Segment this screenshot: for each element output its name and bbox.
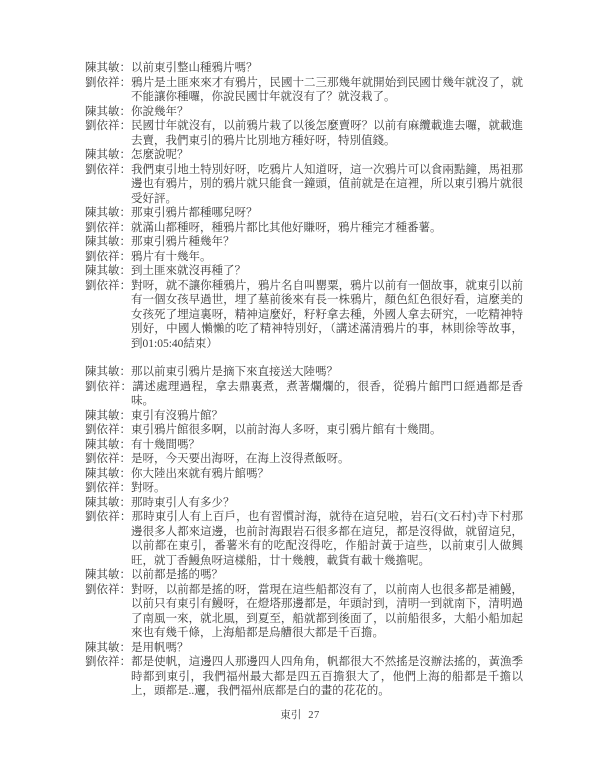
transcript-utterance [85,119,523,148]
utterance-text: 那東引鴉片都種哪兒呀？ [131,207,258,219]
transcript-utterance [85,61,523,76]
transcript-utterance [85,380,523,409]
utterance-text: 那時東引人有上百戶，也有習慣討海，就待在這兒啦，岩石(文石村)寺下村那邊很多人都來這邊，也前討海跟岩石很多都在這兒，都是沒得做，就留這兒，以前都在東引，番薯米有的吃配沒得吃，作船討黃于這些，以前東引人做興旺，就丁香鰻魚呀這樣船，廿十幾艘，載貨有載十幾擔呢。 [131,511,524,567]
utterance-text: 到土匪來就沒再種了？ [131,265,246,277]
speaker-name: 陳其敏： [85,467,131,480]
utterance-text: 講述處理過程，拿去鼎裏煮，煮著爛爛的，很香，從鴉片館門口經過都是香味。 [131,380,523,407]
utterance-text: 那時東引人有多少？ [131,496,235,509]
utterance-text: 東引鴉片館很多啊，以前討海人多呀，東引鴉片館有十幾間。 [131,424,442,436]
speaker-name: 劉依祥： [85,250,131,263]
transcript-utterance [85,235,523,250]
speaker-name: 陳其敏： [85,207,131,219]
transcript-utterance [85,105,523,120]
speaker-name: 陳其敏： [85,569,131,581]
transcript-utterance [85,496,523,511]
transcript-utterance [85,264,523,279]
utterance-text: 鴉片是土匪來來才有鴉片，民國十二三那幾年就開始到民國廿幾年就沒了，就不能讓你種囉，你說民國廿年就沒有了？就沒栽了。 [131,76,523,103]
speaker-name: 劉依祥： [85,583,132,596]
transcript-utterance [85,510,523,568]
utterance-text: 怎麼說呢？ [131,149,189,161]
speaker-name: 陳其敏： [85,366,131,378]
transcript-utterance [85,163,523,207]
speaker-name: 陳其敏： [85,438,131,451]
transcript-utterance [85,655,523,699]
utterance-text: 以前東引整山種鴉片嗎？ [131,62,258,74]
transcript-utterance [85,76,523,105]
transcript-utterance [85,250,523,265]
utterance-text: 你說幾年？ [131,105,189,118]
utterance-text: 民國廿年就沒有，以前鴉片栽了以後怎麼賣呀？以前有麻纜載進去囉，就載進去賣，我們東引的鴉片比別地方種好呀，特別值錢。 [131,120,523,147]
utterance-text: 那東引鴉片種幾年？ [131,236,235,248]
speaker-name: 劉依祥： [85,511,132,523]
transcript-utterance [85,206,523,221]
utterance-text: 你大陸出來就有鴉片館嗎？ [131,467,269,480]
speaker-name: 陳其敏： [85,105,131,118]
utterance-text: 那以前東引鴉片是摘下來直接送大陸嗎？ [131,366,338,378]
transcript-section [85,61,523,351]
utterance-text: 有十幾間嗎？ [131,438,200,451]
transcript-utterance [85,467,523,482]
footer-book-title: 東引 [280,710,302,721]
speaker-name: 劉依祥： [85,424,131,436]
transcript-utterance [85,365,523,380]
speaker-name: 陳其敏： [85,265,131,277]
transcript-utterance [85,423,523,438]
transcript-utterance [85,409,523,424]
speaker-name: 劉依祥： [85,380,133,393]
transcript-utterance [85,481,523,496]
speaker-name: 劉依祥： [85,76,132,89]
speaker-name: 劉依祥： [85,453,131,465]
transcript-utterance [85,641,523,656]
utterance-text: 以前都是搖的嗎？ [131,569,223,581]
speaker-name: 劉依祥： [85,221,131,234]
transcript-utterance [85,583,523,641]
speaker-name: 陳其敏： [85,62,131,74]
transcript-utterance [85,452,523,467]
footer-page-number: 27 [308,710,320,721]
utterance-text: 就滿山都種呀，種鴉片都比其他好賺呀，鴉片種完才種番薯。 [131,221,442,234]
speaker-name: 劉依祥： [85,163,132,176]
transcript-utterance [85,438,523,453]
transcript-utterance [85,279,523,352]
speaker-name: 陳其敏： [85,641,131,654]
speaker-name: 劉依祥： [85,279,132,292]
speaker-name: 劉依祥： [85,656,132,668]
speaker-name: 劉依祥： [85,120,132,132]
speaker-name: 陳其敏： [85,496,131,509]
transcript [85,61,523,699]
transcript-utterance [85,221,523,236]
utterance-text: 都是使帆，這邊四人那邊四人四角角，帆都很大不然搖是沒辦法搖的，黃漁季時都到東引，我們福州最大都是四五百擔狠大了，他們上海的船都是千擔以上，頭都是..邐，我們福州底都是白的畫的花花的。 [131,656,523,697]
speaker-name: 陳其敏： [85,409,131,422]
transcript-utterance [85,148,523,163]
utterance-text: 是呀，今天要出海呀，在海上沒得煮飯呀。 [131,453,350,465]
page-footer [0,709,600,723]
speaker-name: 陳其敏： [85,149,131,161]
utterance-text: 我們東引地土特別好呀，吃鴉片人知道呀，這一次鴉片可以食兩點鐘，馬祖那邊也有鴉片，別的鴉片就只能食一鐘頭，值前就是在這裡，所以東引鴉片就很受好評。 [131,163,523,205]
speaker-name: 劉依祥： [85,482,131,494]
utterance-text: 東引有沒鴉片館？ [131,409,223,422]
utterance-text: 對呀，以前都是搖的呀，當現在這些船都沒有了，以前南人也很多都是補鰻，以前只有東引有鰻呀，在燈塔那邊都是，年頭討到，清明一到就南下，清明過了南風一來，就北風，到夏至，船就都到後面了，以前船很多，大船小船加起來也有幾千條，上海船都是烏艚很大都是千百擔。 [131,583,523,639]
speaker-name: 陳其敏： [85,236,131,248]
transcript-section [85,365,523,699]
utterance-text: 是用帆嗎？ [131,641,189,654]
utterance-text: 鴉片有十幾年。 [131,250,212,263]
utterance-text: 對呀，就不讓你種鴉片，鴉片名自叫罌粟，鴉片以前有一個故事，就東引以前有一個女孩早過世，埋了墓前後來有長一株鴉片，顏色紅色很好看，這麼美的女孩死了埋這裏呀，精神這麼好，籽籽拿去種，外國人拿去研究，一吃精神特別好，中國人懶懶的吃了精神特別好，（講述滿清鴉片的事，林則徐等故事，到01:05:40結束） [131,279,523,350]
utterance-text: 對呀。 [131,482,166,494]
transcript-utterance [85,568,523,583]
